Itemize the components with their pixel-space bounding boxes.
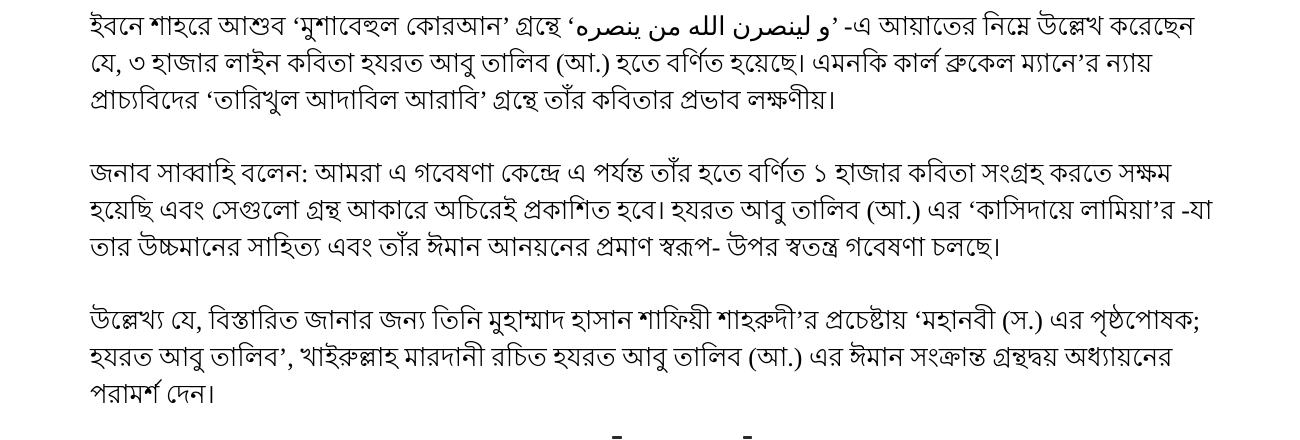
paragraph-2: জনাব সাব্বাহি বলেন: আমরা এ গবেষণা কেন্দ্রে এ পর্যন্ত তাঁর হতে বর্ণিত ১ হাজার কবিতা সংগ্রহ করতে সক্ষম হয়েছি এবং সেগুলো গ্রন্থ আকারে অচিরেই প্রকাশিত হবে। হযরত আবু তালিব (আ.) এর ‘কাসিদায়ে লামিয়া’র -যা তার উচ্চমানের সাহিত্য এবং তাঁর ঈমান আনয়নের প্রমাণ স্বরূপ- উপর স্বতন্ত্র গবেষণা চলছে। <box>90 159 1213 262</box>
paragraph-3: উল্লেখ্য যে, বিস্তারিত জানার জন্য তিনি মুহাম্মাদ হাসান শাফিয়ী শাহরুদী’র প্রচেষ্টায় ‘মহানবী (স.) এর পৃষ্ঠপোষক; হযরত আবু তালিব’, খাইরুল্লাহ মারদানী রচিত হযরত আবু তালিব (আ.) এর ঈমান সংক্রান্ত গ্রন্থদ্বয় অধ্যায়নের পরামর্শ দেন। <box>90 306 1200 409</box>
paragraph-1: ইবনে শাহরে আশুব ‘মুশাবেহুল কোরআন’ গ্রন্থে ‘و لينصرن الله من ينصره’ -এ আয়াতের নিম্নে উল্লেখ করেছেন যে, ৩ হাজার লাইন কবিতা হযরত আবু তালিব (আ.) হতে বর্ণিত হয়েছে। এমনকি কার্ল ব্রুকেল ম্যানে’র ন্যায় প্রাচ্যবিদের ‘তারিখুল আদাবিল আরাবি’ গ্রন্থে তাঁর কবিতার প্রভাব লক্ষণীয়। <box>90 12 1195 115</box>
article-body <box>90 8 1222 413</box>
clipped-glyph-top <box>612 436 622 439</box>
clipped-next-line-remnant <box>0 436 1300 440</box>
clipped-glyph-top <box>743 436 752 439</box>
